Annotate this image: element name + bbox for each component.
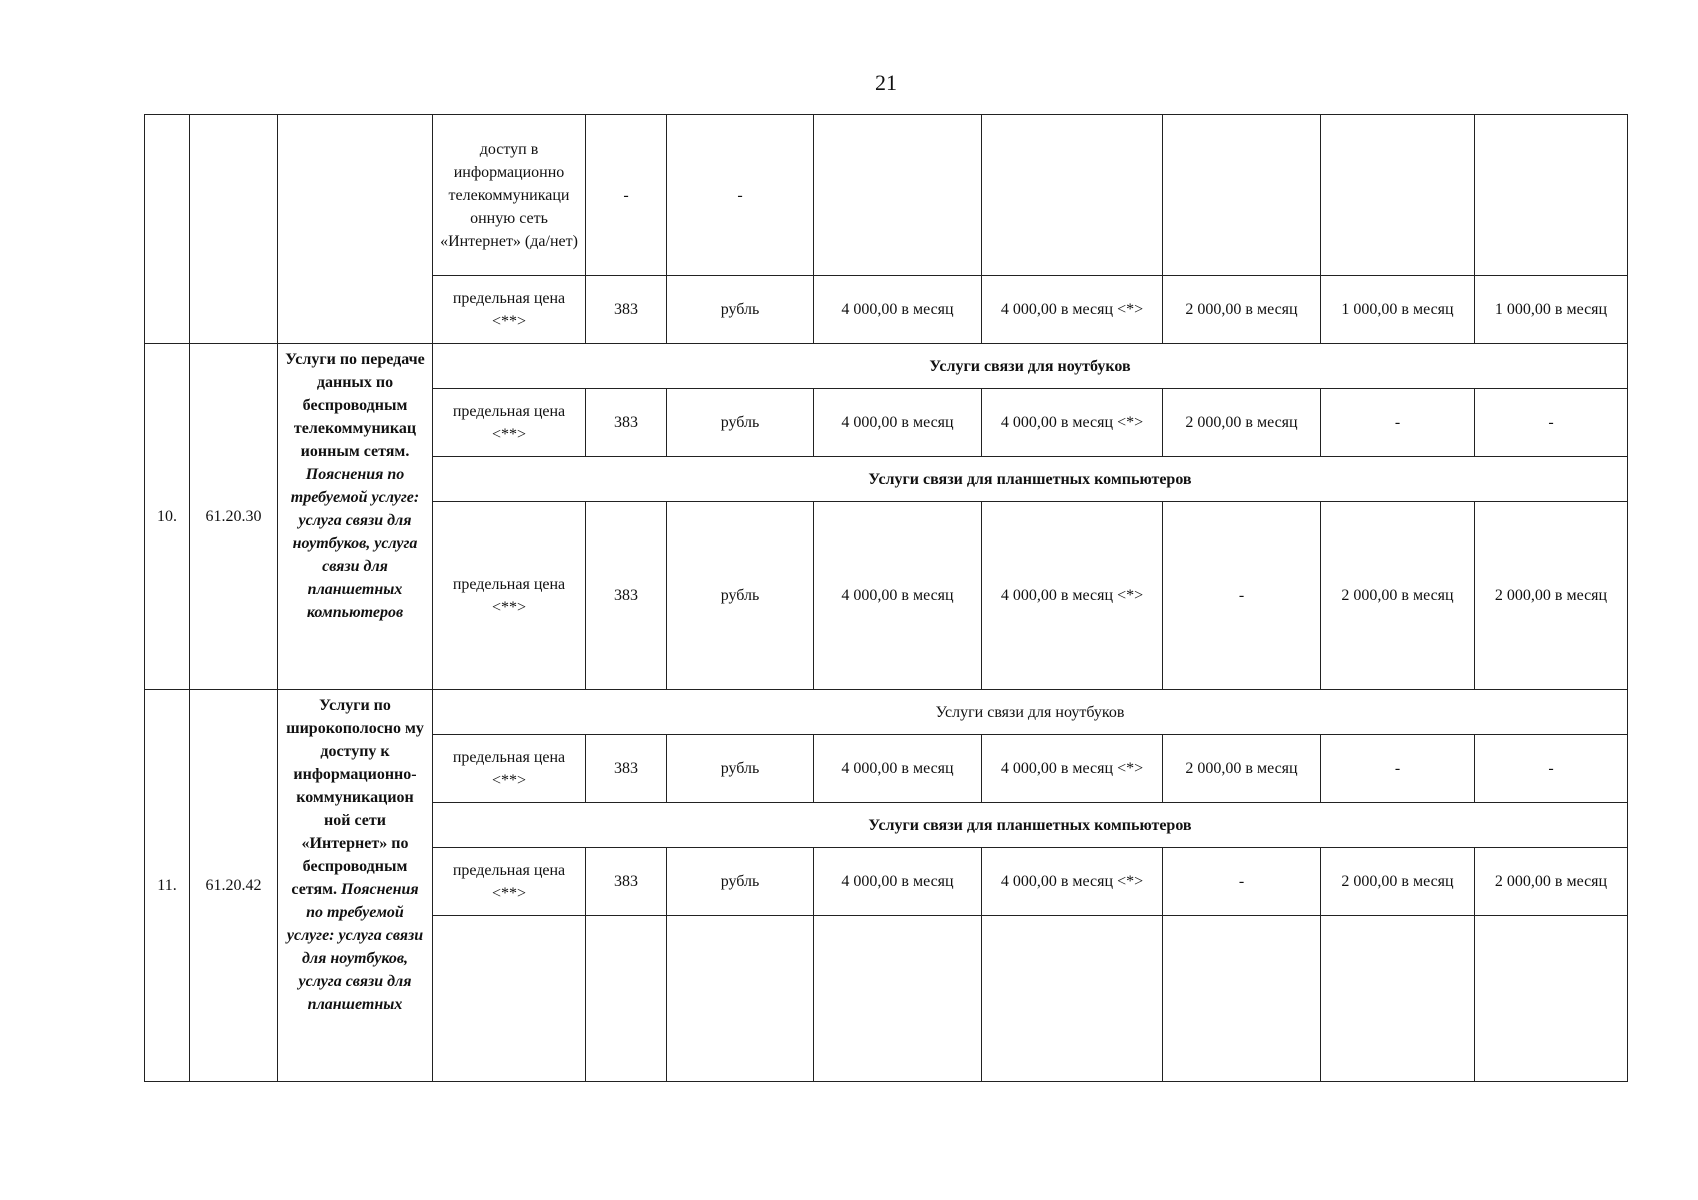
value-cell <box>982 916 1163 1082</box>
service-note: Пояснения по требуемой услуге: услуга связи для ноутбуков, услуга связи для планшетных <box>286 881 424 1013</box>
parameter-cell: предельная цена <**> <box>433 848 586 916</box>
value-cell: 4 000,00 в месяц <box>814 389 982 457</box>
page-number: 21 <box>875 70 897 95</box>
value-cell: - <box>1475 389 1628 457</box>
value-cell: 4 000,00 в месяц <box>814 502 982 690</box>
unit-cell: рубль <box>667 735 814 803</box>
value-cell: - <box>1163 502 1321 690</box>
value-cell: 2 000,00 в месяц <box>1163 276 1321 344</box>
value-cell: 1 000,00 в месяц <box>1475 276 1628 344</box>
value-cell: 4 000,00 в месяц <box>814 848 982 916</box>
unit-cell: рубль <box>667 848 814 916</box>
value-cell: 2 000,00 в месяц <box>1475 502 1628 690</box>
value-cell <box>1163 115 1321 276</box>
table-row <box>145 344 1628 389</box>
subsection-header: Услуги связи для планшетных компьютеров <box>433 803 1628 848</box>
code-cell: 61.20.30 <box>190 344 278 690</box>
value-cell: - <box>1321 389 1475 457</box>
okei-cell: 383 <box>586 276 667 344</box>
code-cell: 61.20.42 <box>190 690 278 1082</box>
row-number-cell: 10. <box>145 344 190 690</box>
service-title: Услуги по передаче данных по беспроводным телекоммуникац ионным сетям. <box>285 351 425 460</box>
okei-cell: - <box>586 115 667 276</box>
value-cell <box>982 115 1163 276</box>
value-cell <box>1321 115 1475 276</box>
value-cell: 4 000,00 в месяц <*> <box>982 389 1163 457</box>
okei-cell: 383 <box>586 735 667 803</box>
value-cell: 2 000,00 в месяц <box>1475 848 1628 916</box>
unit-cell <box>667 916 814 1082</box>
value-cell <box>814 916 982 1082</box>
table-row <box>145 690 1628 735</box>
okei-cell: 383 <box>586 389 667 457</box>
value-cell: 4 000,00 в месяц <*> <box>982 735 1163 803</box>
service-name-cell <box>278 115 433 344</box>
value-cell <box>814 115 982 276</box>
service-note: Пояснения по требуемой услуге: услуга связи для ноутбуков, услуга связи для планшетных компьютеров <box>290 466 420 621</box>
value-cell: 2 000,00 в месяц <box>1321 848 1475 916</box>
value-cell: - <box>1475 735 1628 803</box>
parameter-cell: предельная цена <**> <box>433 389 586 457</box>
row-number-cell <box>145 115 190 344</box>
value-cell <box>1475 115 1628 276</box>
value-cell <box>1163 916 1321 1082</box>
parameter-cell: предельная цена <**> <box>433 735 586 803</box>
subsection-header: Услуги связи для ноутбуков <box>433 690 1628 735</box>
requirements-table <box>144 114 1628 1082</box>
parameter-cell: доступ в информационно телекоммуникаци онную сеть «Интернет» (да/нет) <box>433 115 586 276</box>
service-name-cell <box>278 344 433 690</box>
service-name-cell <box>278 690 433 1082</box>
value-cell <box>1475 916 1628 1082</box>
value-cell: 2 000,00 в месяц <box>1321 502 1475 690</box>
unit-cell: рубль <box>667 389 814 457</box>
value-cell: - <box>1163 848 1321 916</box>
value-cell: 2 000,00 в месяц <box>1163 735 1321 803</box>
value-cell: 1 000,00 в месяц <box>1321 276 1475 344</box>
okei-cell: 383 <box>586 848 667 916</box>
value-cell: 2 000,00 в месяц <box>1163 389 1321 457</box>
okei-cell <box>586 916 667 1082</box>
value-cell: 4 000,00 в месяц <*> <box>982 276 1163 344</box>
parameter-cell <box>433 916 586 1082</box>
value-cell: 4 000,00 в месяц <*> <box>982 848 1163 916</box>
value-cell: 4 000,00 в месяц <box>814 276 982 344</box>
value-cell: - <box>1321 735 1475 803</box>
unit-cell: рубль <box>667 276 814 344</box>
value-cell: 4 000,00 в месяц <box>814 735 982 803</box>
value-cell <box>1321 916 1475 1082</box>
okei-cell: 383 <box>586 502 667 690</box>
row-number-cell: 11. <box>145 690 190 1082</box>
unit-cell: рубль <box>667 502 814 690</box>
service-title: Услуги по широкополосно му доступу к информационно- коммуникацион ной сети «Интернет» по беспроводным сетям. <box>286 697 424 898</box>
unit-cell: - <box>667 115 814 276</box>
subsection-header: Услуги связи для планшетных компьютеров <box>433 457 1628 502</box>
subsection-header: Услуги связи для ноутбуков <box>433 344 1628 389</box>
code-cell <box>190 115 278 344</box>
value-cell: 4 000,00 в месяц <*> <box>982 502 1163 690</box>
parameter-cell: предельная цена <**> <box>433 276 586 344</box>
table-row <box>145 115 1628 276</box>
parameter-cell: предельная цена <**> <box>433 502 586 690</box>
